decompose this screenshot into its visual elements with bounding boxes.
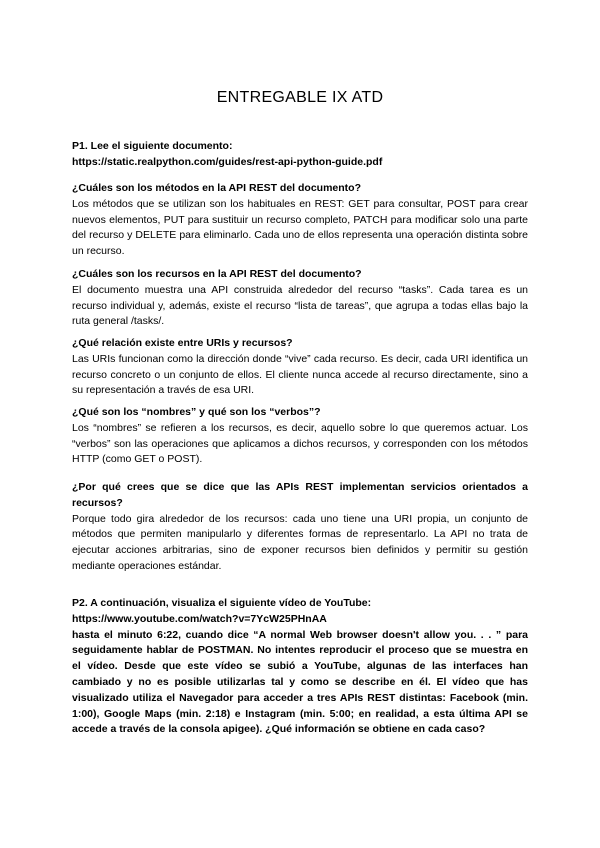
p1-heading: P1. Lee el siguiente documento:: [72, 140, 233, 152]
answer-text: Los métodos que se utilizan son los habituales en REST: GET para consultar, POST para crear nuevos elementos, PUT para sustituir un recurso completo, PATCH para modificar solo una parte del recurso y DELETE para eliminarlo. Cada uno de ellos representa una operación distinta sobre un recurso.: [72, 197, 528, 258]
question-heading: ¿Por qué crees que se dice que las APIs REST implementan servicios orientados a recursos?: [72, 481, 528, 509]
question-block: [72, 336, 528, 399]
question-heading: ¿Cuáles son los recursos en la API REST del documento?: [72, 268, 362, 280]
answer-text: El documento muestra una API construida alrededor del recurso “tasks”. Cada tarea es un recurso individual y, además, existe el recurso “lista de tareas”, que agrupa a todas ellas bajo la ruta general /tasks/.: [72, 283, 528, 328]
question-heading: ¿Qué son los “nombres” y qué son los “verbos”?: [72, 406, 321, 418]
answer-text: Porque todo gira alrededor de los recursos: cada uno tiene una URI propia, un conjunto de métodos que permiten manipularlo y diferentes formas de representarlo. La API no trata de ejecutar acciones arbitrarias, sino de exponer recursos bien definidos y permitir su gestión mediante operaciones estándar.: [72, 512, 528, 572]
question-block: [72, 267, 528, 330]
p2-heading: P2. A continuación, visualiza el siguiente vídeo de YouTube:: [72, 597, 372, 609]
document-title: ENTREGABLE IX ATD: [216, 89, 384, 106]
p2-section: [72, 596, 528, 738]
question-block: [72, 405, 528, 468]
p2-instructions: hasta el minuto 6:22, cuando dice “A normal Web browser doesn't allow you. . . ” para seguidamente hablar de POSTMAN. No intentes reproducir el proceso que se muestra en el vídeo. Desde que este vídeo se subió a YouTube, algunas de las interfaces han cambiado y no es posible utilizarlas tal y como se describe en él. El vídeo que has visualizado utiliza el Navegador para acceder a tres APIs REST distintas: Facebook (min. 1:00), Google Maps (min. 2:18) e Instagram (min. 5:00; en realidad, a esta última API se accede a través de la consola apigee). ¿Qué información se obtiene en cada caso?: [72, 628, 528, 736]
answer-text: Los “nombres” se refieren a los recursos, es decir, aquello sobre lo que queremos actuar. Los “verbos” son las operaciones que aplicamos a dichos recursos, y corresponden con los métodos HTTP (como GET o POST).: [72, 421, 528, 466]
answer-text: Las URIs funcionan como la dirección donde “vive” cada recurso. Es decir, cada URI identifica un recurso concreto o un conjunto de ellos. El cliente nunca accede al recurso directamente, sino a su representación a través de esa URI.: [72, 352, 528, 397]
question-heading: ¿Cuáles son los métodos en la API REST del documento?: [72, 182, 361, 194]
question-block: [72, 181, 528, 260]
p1-url: https://static.realpython.com/guides/rest-api-python-guide.pdf: [72, 155, 383, 168]
p1-section: [72, 139, 528, 171]
question-block: [72, 480, 528, 575]
question-heading: ¿Qué relación existe entre URIs y recursos?: [72, 337, 293, 349]
p2-url: https://www.youtube.com/watch?v=7YcW25PHnAA: [72, 612, 327, 625]
